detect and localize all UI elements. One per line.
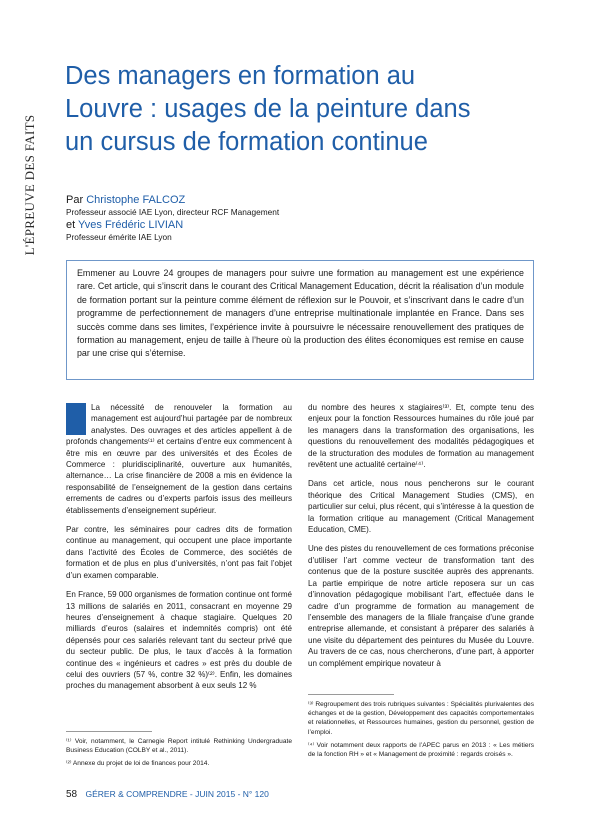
footnote-rule: [308, 694, 394, 695]
footnote: ⁽²⁾ Annexe du projet de loi de finances pour 2014.: [66, 760, 210, 768]
body-paragraph: Une des pistes du renouvellement de ces formations préconise d’utiliser l’art comme vecteur de transformation tant des contenus que de la posture suscitée auprès des apprenants. La partie empirique de notre article reposera sur un cas d’innovation pédagogique mobilisant l’art, effectuée dans le cadre d’un programme de formation au management de l’ensemble des managers de la filiale française d’une grande entreprise allemande, et consistant à préparer des salariés à une visite du département des peintures du Musée du Louvre. Au travers de ce cas, nous chercherons, d’une part, à apporter un complément empirique novateur à: [308, 544, 534, 668]
author-name: Christophe FALCOZ: [86, 194, 186, 206]
drop-cap-block: [66, 403, 86, 435]
author-affiliation: Professeur émérite IAE Lyon: [66, 232, 172, 242]
page-footer: [66, 789, 269, 800]
left-column: [66, 402, 292, 700]
author-name: Yves Frédéric LIVIAN: [78, 219, 184, 231]
page-number: 58: [66, 789, 78, 800]
article-title: [65, 60, 565, 159]
section-label: L'ÉPREUVE DES FAITS: [22, 114, 37, 256]
footnotes-left: [66, 727, 292, 773]
body-paragraph: Par contre, les séminaires pour cadres dits de formation continue au management, qui occupent une place importante dans l’activité des Écoles de Commerce, des sociétés de formation et de plus en plus d’universités, n’ont pas fait l’objet d’un examen comparable.: [66, 525, 292, 580]
author-affiliation: Professeur associé IAE Lyon, directeur RCF Management: [66, 207, 280, 217]
body-paragraph: La nécessité de renouveler la formation au management est aujourd’hui partagée par de nombreux analystes. Des ouvrages et des articles appellent à de profonds changements⁽¹⁾ et certains d’entre eux commencent à être mis en œuvre par des universités et des Écoles de Commerce : pluridisciplinarité, ouverture aux humanités, alternance… La crise financière de 2008 a mis en évidence la responsabilité de l’enseignement de la gestion dans certains errements de cadres ou d’experts parfois issus des meilleurs établissements d’enseignement supérieur.: [66, 403, 292, 515]
right-column: [308, 402, 534, 677]
body-paragraph: du nombre des heures x stagiaires⁽³⁾. Et, compte tenu des enjeux pour la fonction Ressources humaines du rôle joué par les managers dans la transformation des organisations, les questions du renouvellement des modalités pédagogiques et de la structuration des modules de formation au management revêtent une actualité certaine⁽⁴⁾.: [308, 403, 534, 470]
footnote: ⁽³⁾ Regroupement des trois rubriques suivantes : Spécialités plurivalentes des échanges et de la gestion, Développement des capacités comportementales et relationnelles, et Ressources humaines, gestion du personnel, gestion de l’emploi.: [308, 701, 534, 736]
title-line: Louvre : usages de la peinture dans: [65, 95, 471, 123]
footnote-rule: [66, 731, 152, 732]
title-line: un cursus de formation continue: [65, 128, 428, 156]
journal-info: GÉRER & COMPRENDRE - JUIN 2015 - N° 120: [85, 789, 269, 799]
abstract-box: [66, 260, 534, 380]
title-line: Des managers en formation au: [65, 62, 416, 90]
footnote: ⁽⁴⁾ Voir notamment deux rapports de l’APEC parus en 2013 : « Les métiers de la fonction RH » et « Management de proximité : regards croisés ».: [308, 741, 534, 759]
author-line: et Yves Frédéric LIVIAN: [66, 219, 184, 231]
author-block: [66, 194, 546, 244]
body-paragraph: Dans cet article, nous nous pencherons sur le courant théorique des Critical Management Studies (CMS), en particulier sur celui, plus récent, qui s’intéresse à la question de la formation critique au management (Critical Management Education, CME).: [308, 479, 534, 535]
footnotes-right: [308, 690, 534, 763]
body-paragraph: En France, 59 000 organismes de formation continue ont formé 13 millions de salariés en 2011, consacrant en moyenne 29 heures d’enseignement à chaque stagiaire. Quelques 20 milliards d’euros (salaires et indemnités compris) ont été dépensés pour ces salariés relevant tant du secteur privé que du secteur public. De plus, le taux d’accès à la formation continue des « ingénieurs et cadres » est près du double de celui des ouvriers (57 %, contre 32 %)⁽²⁾. Enfin, les domaines proches du management absorbent à eux seuls 12 %: [66, 590, 292, 691]
footnote: ⁽¹⁾ Voir, notamment, le Carnegie Report intitulé Rethinking Undergraduate Business Education (COLBY et al., 2011).: [66, 738, 292, 755]
author-line: Par Christophe FALCOZ: [66, 194, 186, 206]
abstract-text: Emmener au Louvre 24 groupes de managers pour suivre une formation au management est une expérience rare. Cet article, qui s’inscrit dans le courant des Critical Management Education, décrit la réalisation d’un module de formation portant sur la peinture comme élément de réflexion sur le Pouvoir, et s’inscrivant dans le cadre d’un programme de perfectionnement de managers d’une entreprise multinationale implantée en France. Dans ses succès comme dans ses limites, l’expérience invite à poursuivre le nécessaire renouvellement des pratiques de formation au management, enjeu de taille à l’heure où la production des élites économiques est remise en cause par une crise qui s’éternise.: [77, 268, 524, 359]
